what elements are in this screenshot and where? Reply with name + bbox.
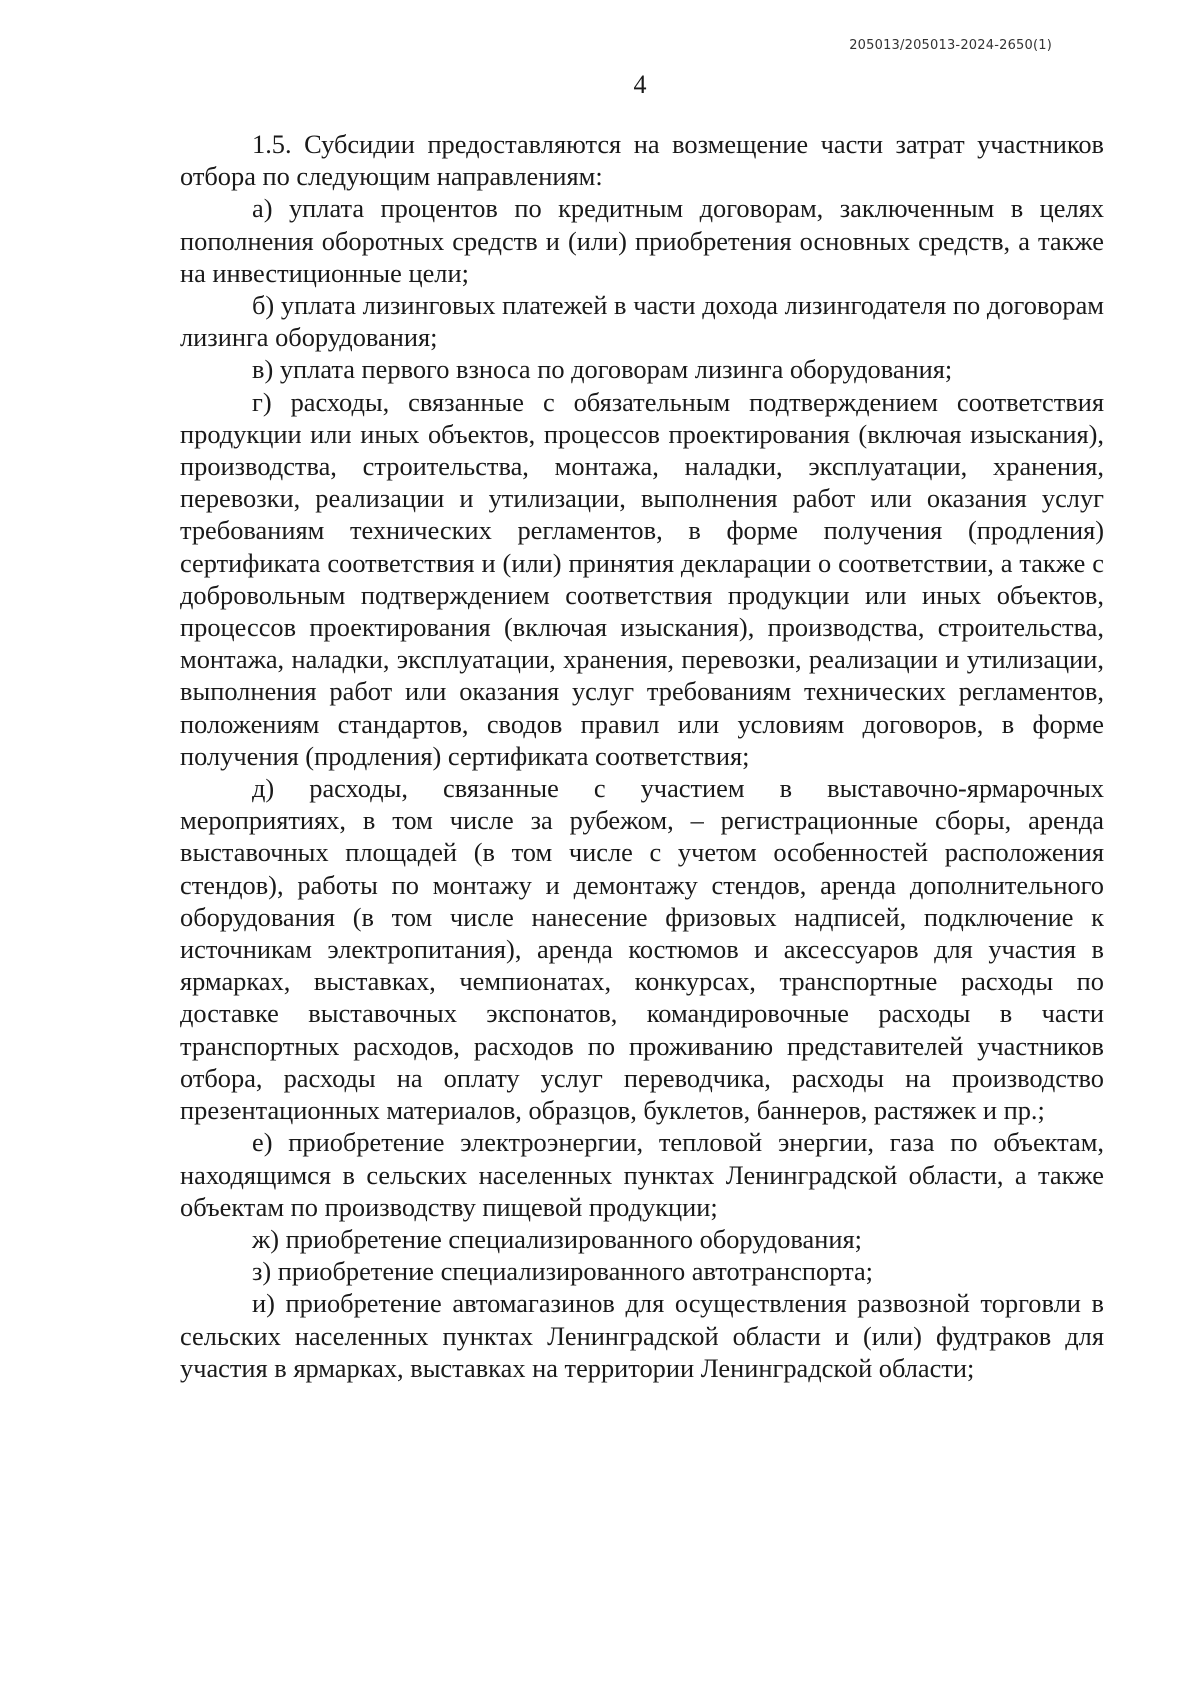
paragraph-v: в) уплата первого взноса по договорам лизинга оборудования; (252, 354, 953, 385)
document-body (180, 128, 1104, 1384)
paragraph-d: д) расходы, связанные с участием в выставочно-ярмарочных мероприятиях, в том числе за рубежом, – регистрационные сборы, аренда выставочных площадей (в том числе с учетом особенностей расположения стендов), работы по монтажу и демонтажу стендов, аренда дополнительного оборудования (в том числе нанесение фризовых надписей, подключение к источникам электропитания), аренда костюмов и аксессуаров для участия в ярмарках, выставках, чемпионатах, конкурсах, транспортные расходы по доставке выставочных экспонатов, командировочные расходы в части транспортных расходов, расходов по проживанию представителей участников отбора, расходы на оплату услуг переводчика, расходы на производство презентационных материалов, образцов, буклетов, баннеров, растяжек и пр.; (180, 773, 1104, 1126)
paragraph-b: б) уплата лизинговых платежей в части дохода лизингодателя по договорам лизинга оборудования; (180, 290, 1104, 353)
paragraph-z: з) приобретение специализированного автотранспорта; (252, 1256, 874, 1287)
document-id: 205013/205013-2024-2650(1) (849, 38, 1052, 53)
paragraph-zh: ж) приобретение специализированного оборудования; (252, 1223, 862, 1254)
paragraph-g: г) расходы, связанные с обязательным подтверждением соответствия продукции или иных объектов, процессов проектирования (включая изыскания), производства, строительства, монтажа, наладки, эксплуатации, хранения, перевозки, реализации и утилизации, выполнения работ или оказания услуг требованиям технических регламентов, в форме получения (продления) сертификата соответствия и (или) принятия декларации о соответствии, а также с добровольным подтверждением соответствия продукции или иных объектов, процессов проектирования (включая изыскания), производства, строительства, монтажа, наладки, эксплуатации, хранения, перевозки, реализации и утилизации, выполнения работ или оказания услуг требованиям технических регламентов, положениям стандартов, сводов правил или условиям договоров, в форме получения (продления) сертификата соответствия; (180, 386, 1104, 771)
paragraph-e: е) приобретение электроэнергии, тепловой энергии, газа по объектам, находящимся в сельских населенных пунктах Ленинградской области, а также объектам по производству пищевой продукции; (180, 1127, 1104, 1222)
paragraph-1-5: 1.5. Субсидии предоставляются на возмещение части затрат участников отбора по следующим направлениям: (180, 129, 1104, 192)
paragraph-i: и) приобретение автомагазинов для осуществления развозной торговли в сельских населенных пунктах Ленинградской области и (или) фудтраков для участия в ярмарках, выставках на территории Ленинградской области; (180, 1288, 1104, 1383)
paragraph-a: а) уплата процентов по кредитным договорам, заключенным в целях пополнения оборотных средств и (или) приобретения основных средств, а также на инвестиционные цели; (180, 193, 1104, 288)
page-number: 4 (633, 70, 647, 99)
